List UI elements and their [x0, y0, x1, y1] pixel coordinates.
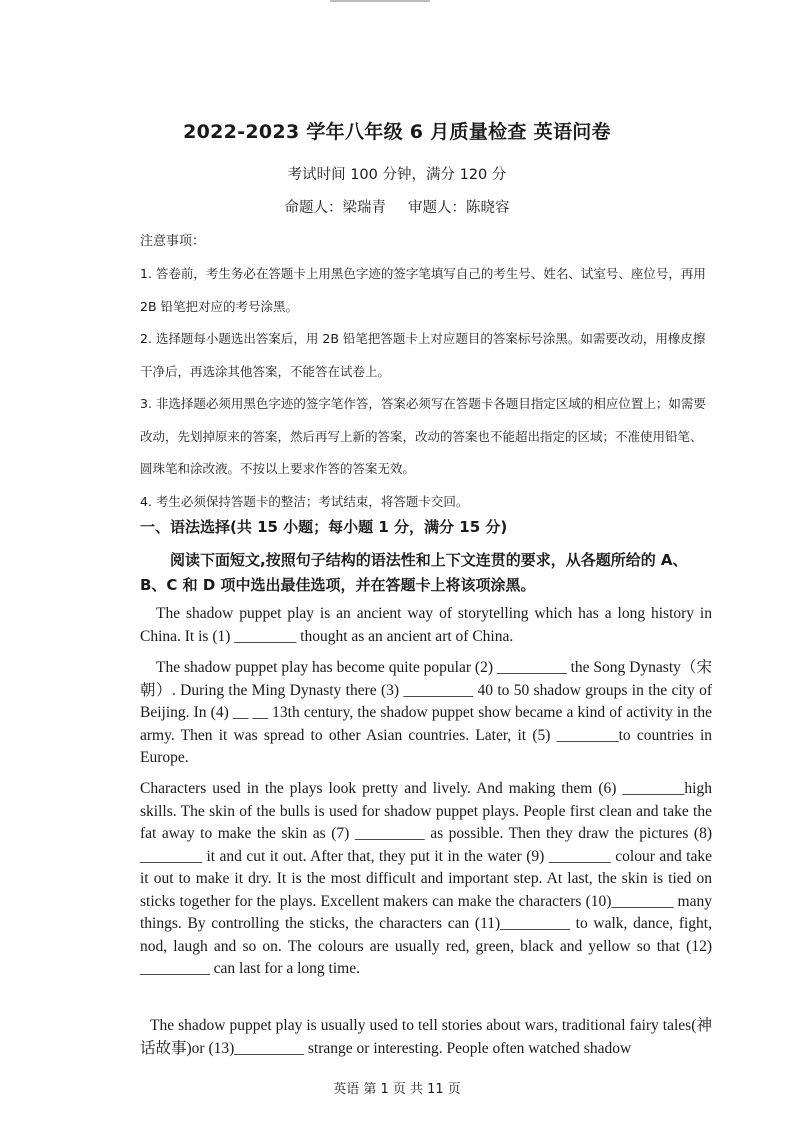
section-instruction: 阅读下面短文,按照句子结构的语法性和上下文连贯的要求，从各题所给的 A、B、C 和 D 项中选出最佳选项，并在答题卡上将该项涂黑。	[140, 551, 688, 594]
page-footer: 英语 第 1 页 共 11 页	[333, 1082, 461, 1097]
notice-item: 2. 选择题每小题选出答案后，用 2B 铅笔把答题卡上对应题目的答案标号涂黑。如需要改动，用橡皮擦干净后，再选涂其他答案，不能答在试卷上。	[140, 331, 706, 379]
notice-item: 4. 考生必须保持答题卡的整洁；考试结束，将答题卡交回。	[140, 493, 469, 509]
author-name: 命题人：梁瑞青	[284, 200, 386, 216]
section-title: 一、语法选择(共 15 小题；每小题 1 分，满分 15 分)	[140, 518, 508, 536]
notice-list	[140, 258, 710, 518]
scan-mark	[330, 0, 430, 2]
exam-title: 2022-2023 学年八年级 6 月质量检查 英语问卷	[183, 121, 611, 143]
passage-paragraph-2: The shadow puppet play has become quite popular (2) _________ the Song Dynasty（宋朝）. During the Ming Dynasty there (3) _________ 40 to 50 shadow groups in the city of Beijing. In (4) __ __ 13th century, the shadow puppet show became a kind of activity in the army. Then it was spread to other Asian countries. Later, it (5) ________to countries in Europe.	[140, 659, 712, 766]
exam-authors	[0, 196, 794, 217]
notice-item: 3. 非选择题必须用黑色字迹的签字笔作答，答案必须写在答题卡各题目指定区域的相应位置上；如需要改动，先划掉原来的答案，然后再写上新的答案，改动的答案也不能超出指定的区域；不准使用铅笔、圆珠笔和涂改液。不按以上要求作答的答案无效。	[140, 396, 706, 476]
passage-paragraph-1: The shadow puppet play is an ancient way of storytelling which has a long history in China. It is (1) ________ thought as an ancient art of China.	[140, 605, 712, 645]
reviewer-name: 审题人：陈晓容	[408, 200, 510, 216]
exam-subtitle: 考试时间 100 分钟，满分 120 分	[287, 167, 507, 183]
passage-paragraph-4: The shadow puppet play is usually used to tell stories about wars, traditional fairy tales(神话故事)or (13)_________ strange or interesting. People often watched shadow	[140, 1017, 712, 1057]
notice-heading: 注意事项：	[140, 234, 206, 249]
notice-item: 1. 答卷前，考生务必在答题卡上用黑色字迹的签字笔填写自己的考生号、姓名、试室号、座位号，再用 2B 铅笔把对应的考号涂黑。	[140, 266, 706, 314]
passage-paragraph-3: Characters used in the plays look pretty and lively. And making them (6) ________high skills. The skin of the bulls is used for shadow puppet plays. People first clean and take the fat away to make the skin as (7) _________ as possible. Then they draw the pictures (8) ________ it and cut it out. After that, they put it in the water (9) ________ colour and take it out to make it dry. It is the most difficult and important step. At last, the skin is tied on sticks together for the plays. Excellent makers can make the characters (10)________ many things. By controlling the sticks, the characters can (11)_________ to walk, dance, fight, nod, laugh and so on. The colours are usually red, green, black and yellow so that (12) _________ can last for a long time.	[140, 780, 712, 977]
